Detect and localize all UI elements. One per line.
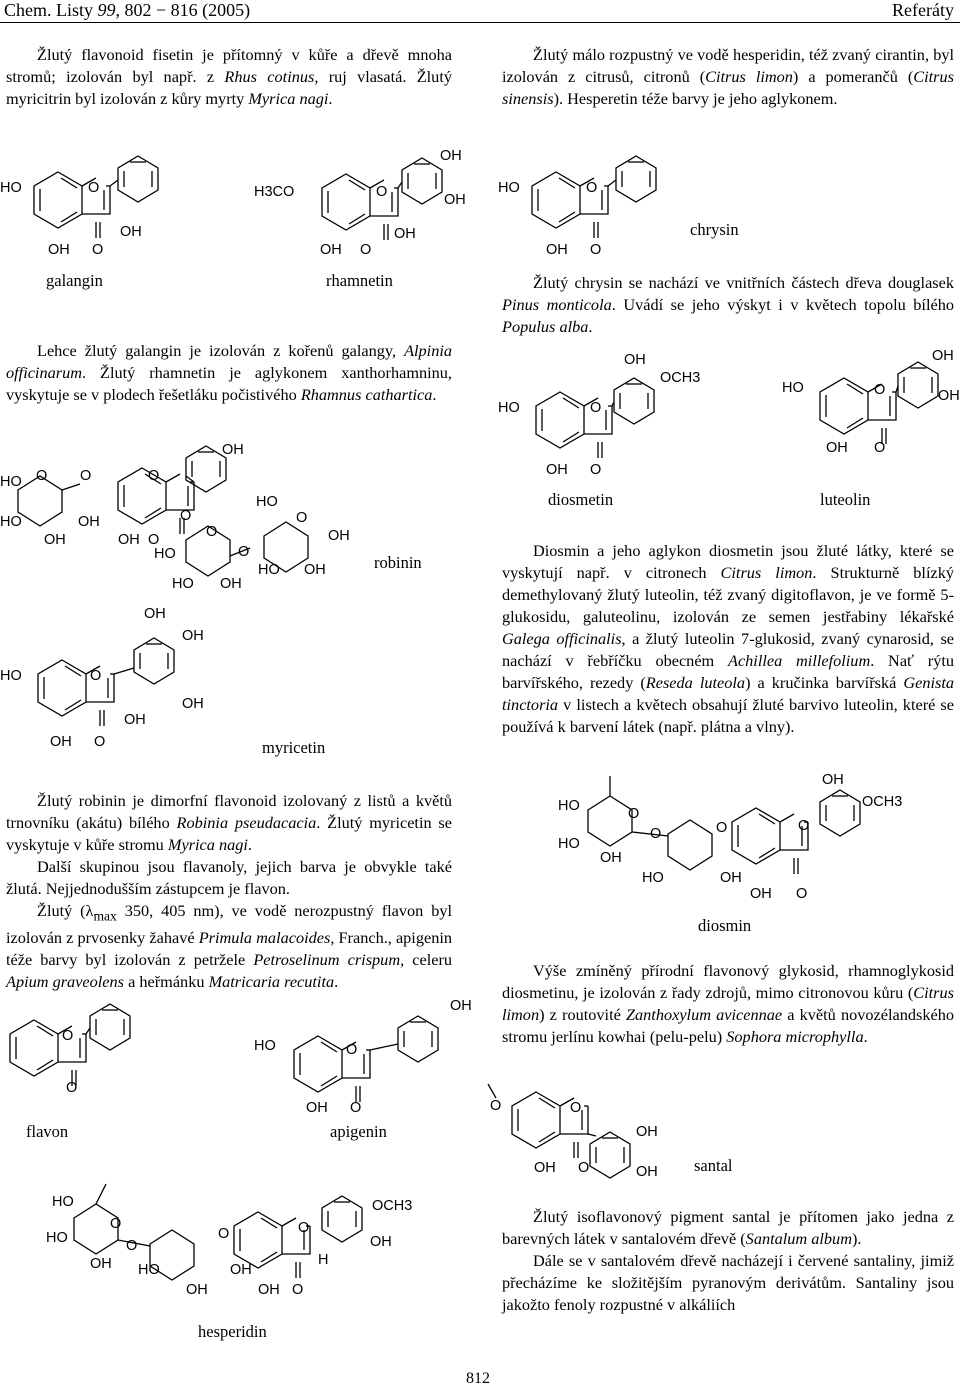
svg-text:O: O bbox=[376, 184, 388, 200]
label-chrysin: chrysin bbox=[690, 220, 739, 239]
svg-text:O: O bbox=[570, 1100, 582, 1116]
svg-text:OH: OH bbox=[440, 148, 462, 164]
svg-text:O: O bbox=[238, 544, 250, 560]
paragraph-robinin: Žlutý robinin je dimorfní flavonoid izolovaný z listů a květů trnovníku (akátu) bílého Robinia pseudacacia. Žlutý myricetin se vyskytuje v kůře stromu Myrica nagi. Další skupinou jsou flavanoly, jejich barva je obvykle také žlutá. Nejjednodušším zástupcem je flavon. Žlutý ($\lambda_{max}$ 350, 405 nm), ve vodě nerozpustný flavon byl izolován z prvosenky žahavé Primula malacoides, Franch., apigenin téže barvy byl izolován z petržele Petroselinum crispum, celeru Apium graveolens a heřmánku Matricaria recutita. bbox=[6, 791, 453, 992]
label-rhamnetin: rhamnetin bbox=[326, 271, 393, 290]
svg-text:O: O bbox=[590, 242, 602, 258]
svg-text:OH: OH bbox=[78, 514, 100, 530]
hesperidin-structure bbox=[30, 1176, 430, 1326]
page-number: 812 bbox=[466, 1370, 490, 1387]
paragraph-hesperidin: Žlutý málo rozpustný ve vodě hesperidin, též zvaný cirantin, byl izolován z citrusů, citronů (Citrus limon) a pomerančů (Citrus sinensis). Hesperetin téže barvy je jeho aglykonem. bbox=[502, 45, 954, 108]
label-robinin: robinin bbox=[374, 553, 422, 572]
svg-text:OH: OH bbox=[826, 440, 848, 456]
svg-text:OH: OH bbox=[144, 606, 166, 622]
svg-text:OH: OH bbox=[220, 576, 242, 592]
svg-text:HO: HO bbox=[0, 668, 22, 684]
label-diosmetin: diosmetin bbox=[548, 490, 614, 509]
svg-text:O: O bbox=[586, 180, 598, 196]
svg-text:OH: OH bbox=[124, 712, 146, 728]
label-luteolin: luteolin bbox=[820, 490, 871, 509]
svg-text:OH: OH bbox=[118, 532, 140, 548]
svg-text:O: O bbox=[62, 1028, 74, 1044]
svg-text:O: O bbox=[126, 1238, 138, 1254]
svg-text:OCH3: OCH3 bbox=[862, 794, 903, 810]
galangin-structure bbox=[0, 150, 170, 260]
svg-text:HO: HO bbox=[642, 870, 664, 886]
svg-text:OH: OH bbox=[222, 442, 244, 458]
svg-text:O: O bbox=[36, 468, 48, 484]
svg-text:OH: OH bbox=[258, 1282, 280, 1298]
svg-text:O: O bbox=[298, 1220, 310, 1236]
label-hesperidin: hesperidin bbox=[198, 1322, 267, 1341]
svg-text:OH: OH bbox=[120, 224, 142, 240]
label-myricetin: myricetin bbox=[262, 738, 326, 757]
svg-text:OH: OH bbox=[546, 242, 568, 258]
svg-text:HO: HO bbox=[558, 798, 580, 814]
svg-text:HO: HO bbox=[154, 546, 176, 562]
svg-text:OH: OH bbox=[932, 348, 954, 364]
luteolin-structure bbox=[782, 346, 960, 458]
svg-text:OH: OH bbox=[48, 242, 70, 258]
svg-text:O: O bbox=[80, 468, 92, 484]
svg-text:OH: OH bbox=[182, 628, 204, 644]
svg-text:HO: HO bbox=[558, 836, 580, 852]
svg-text:OH: OH bbox=[370, 1234, 392, 1250]
svg-text:OH: OH bbox=[720, 870, 742, 886]
svg-text:O: O bbox=[218, 1226, 230, 1242]
rhamnetin-structure bbox=[254, 146, 474, 260]
section-header: Referáty bbox=[892, 0, 954, 20]
svg-text:OH: OH bbox=[636, 1124, 658, 1140]
svg-text:OH: OH bbox=[624, 352, 646, 368]
paragraph-santal: Žlutý isoflavonový pigment santal je přítomen jako jedna z barevných látek v santalovém dřevě (Santalum album). Dále se v santalovém dřevě nacházejí i červené santaliny, jimiž přecházíme ke složitějším pyranovým derivátům. Santaliny jsou jakožto fenoly rozpustné v alkáliích bbox=[502, 1207, 954, 1314]
chrysin-structure bbox=[498, 150, 678, 260]
svg-text:O: O bbox=[798, 818, 810, 834]
svg-text:OH: OH bbox=[546, 462, 568, 478]
svg-text:HO: HO bbox=[172, 576, 194, 592]
svg-text:HO: HO bbox=[498, 180, 520, 196]
svg-text:OH: OH bbox=[44, 532, 66, 548]
svg-text:H3CO: H3CO bbox=[254, 184, 295, 200]
svg-text:OCH3: OCH3 bbox=[372, 1198, 413, 1214]
label-flavon: flavon bbox=[26, 1122, 69, 1141]
svg-text:O: O bbox=[628, 806, 640, 822]
svg-text:OH: OH bbox=[534, 1160, 556, 1176]
svg-text:HO: HO bbox=[0, 514, 22, 530]
svg-text:O: O bbox=[874, 440, 886, 456]
label-santal: santal bbox=[694, 1156, 733, 1175]
svg-text:O: O bbox=[292, 1282, 304, 1298]
svg-text:HO: HO bbox=[254, 1038, 276, 1054]
flavon-structure bbox=[0, 1000, 140, 1096]
apigenin-structure bbox=[254, 996, 474, 1118]
svg-text:O: O bbox=[796, 886, 808, 902]
svg-text:OH: OH bbox=[450, 998, 472, 1014]
svg-text:O: O bbox=[650, 826, 662, 842]
svg-text:HO: HO bbox=[46, 1230, 68, 1246]
svg-text:OCH3: OCH3 bbox=[660, 370, 701, 386]
svg-text:OH: OH bbox=[186, 1282, 208, 1298]
svg-text:O: O bbox=[490, 1098, 502, 1114]
svg-text:O: O bbox=[88, 180, 100, 196]
svg-text:O: O bbox=[94, 734, 106, 750]
svg-text:HO: HO bbox=[256, 494, 278, 510]
svg-text:OH: OH bbox=[320, 242, 342, 258]
svg-text:O: O bbox=[148, 468, 160, 484]
svg-text:O: O bbox=[148, 532, 160, 548]
svg-text:HO: HO bbox=[0, 180, 22, 196]
svg-text:OH: OH bbox=[600, 850, 622, 866]
myricetin-structure bbox=[0, 604, 230, 754]
svg-text:OH: OH bbox=[304, 562, 326, 578]
label-apigenin: apigenin bbox=[330, 1122, 387, 1141]
journal-header: Chem. Listy 99, 802 − 816 (2005) bbox=[4, 0, 251, 20]
journal-volume: 99 bbox=[97, 0, 116, 20]
svg-text:HO: HO bbox=[138, 1262, 160, 1278]
svg-text:OH: OH bbox=[444, 192, 466, 208]
svg-text:OH: OH bbox=[50, 734, 72, 750]
svg-text:O: O bbox=[296, 510, 308, 526]
header-rule bbox=[0, 22, 960, 23]
paragraph-chrysin: Žlutý chrysin se nachází ve vnitřních částech dřeva douglasek Pinus monticola. Uvádí se jeho výskyt i v květech topolu bílého Populus alba. bbox=[502, 273, 954, 336]
diosmetin-structure bbox=[498, 350, 728, 480]
svg-text:O: O bbox=[110, 1216, 122, 1232]
svg-text:O: O bbox=[716, 820, 728, 836]
svg-text:O: O bbox=[180, 508, 192, 524]
svg-text:O: O bbox=[92, 242, 104, 258]
svg-text:OH: OH bbox=[328, 528, 350, 544]
svg-text:OH: OH bbox=[750, 886, 772, 902]
svg-text:O: O bbox=[590, 400, 602, 416]
svg-text:O: O bbox=[578, 1160, 590, 1176]
paragraph-galangin: Lehce žlutý galangin je izolován z kořenů galangy, Alpinia officinarum. Žlutý rhamnetin je aglykonem xanthorhamninu, vyskytuje se v plodech řešetláku počistivého Rhamnus cathartica. bbox=[6, 341, 452, 404]
svg-text:O: O bbox=[350, 1100, 362, 1116]
svg-text:O: O bbox=[346, 1042, 358, 1058]
svg-text:OH: OH bbox=[230, 1262, 252, 1278]
svg-text:HO: HO bbox=[782, 380, 804, 396]
label-galangin: galangin bbox=[46, 271, 103, 290]
svg-text:HO: HO bbox=[258, 562, 280, 578]
santal-structure bbox=[488, 1080, 698, 1180]
svg-text:O: O bbox=[874, 382, 886, 398]
svg-text:O: O bbox=[590, 462, 602, 478]
paragraph-diosmin: Diosmin a jeho aglykon diosmetin jsou žluté látky, které se vyskytují např. v citronech Citrus limon. Strukturně blízký demethylovaný žlutý luteolin, též zvaný digitoflavon, je ve formě 5-glukosidu, galuteolinu, izolován ze semen jestřabiny lékařské Galega officinalis, a žlutý luteolin 7-glukosid, zvaný cynarosid, se nachází v řebříčku obecném Achillea millefolium. Nať rýtu barvířského, rezedy (Reseda luteola) a kručinka barvířská Genista tinctoria v listech a květech obsahují žluté barvivo luteolin, které se používá k barvení látek (např. plátna a vlny). bbox=[502, 541, 955, 736]
svg-text:OH: OH bbox=[938, 388, 960, 404]
label-diosmin: diosmin bbox=[698, 916, 752, 935]
paragraph-diosmin-glycoside: Výše zmíněný přírodní flavonový glykosid, rhamnoglykosid diosmetinu, je izolován z řady zdrojů, mimo citronovou kůru (Citrus limon) z routovité Zanthoxylum avicennae a květů novozélandského stromu jerlínu kowhai (pelu-pelu) Sophora microphylla. bbox=[502, 961, 954, 1046]
svg-text:O: O bbox=[206, 524, 218, 540]
svg-text:O: O bbox=[90, 668, 102, 684]
svg-text:HO: HO bbox=[498, 400, 520, 416]
svg-text:OH: OH bbox=[636, 1164, 658, 1180]
svg-text:OH: OH bbox=[822, 772, 844, 788]
svg-text:HO: HO bbox=[52, 1194, 74, 1210]
svg-text:O: O bbox=[360, 242, 372, 258]
svg-text:HO: HO bbox=[0, 474, 22, 490]
svg-text:OH: OH bbox=[306, 1100, 328, 1116]
svg-text:O: O bbox=[66, 1080, 78, 1096]
svg-text:OH: OH bbox=[90, 1256, 112, 1272]
diosmin-structure bbox=[558, 770, 903, 902]
robinin-structure bbox=[0, 440, 360, 590]
svg-text:OH: OH bbox=[182, 696, 204, 712]
svg-text:H: H bbox=[318, 1252, 329, 1268]
paragraph-fisetin: Žlutý flavonoid fisetin je přítomný v kůře a dřevě mnoha stromů; izolován byl např. z Rhus cotinus, ruj vlasatá. Žlutý myricitrin byl izolován z kůry myrty Myrica nagi. bbox=[6, 45, 452, 108]
svg-text:OH: OH bbox=[394, 226, 416, 242]
